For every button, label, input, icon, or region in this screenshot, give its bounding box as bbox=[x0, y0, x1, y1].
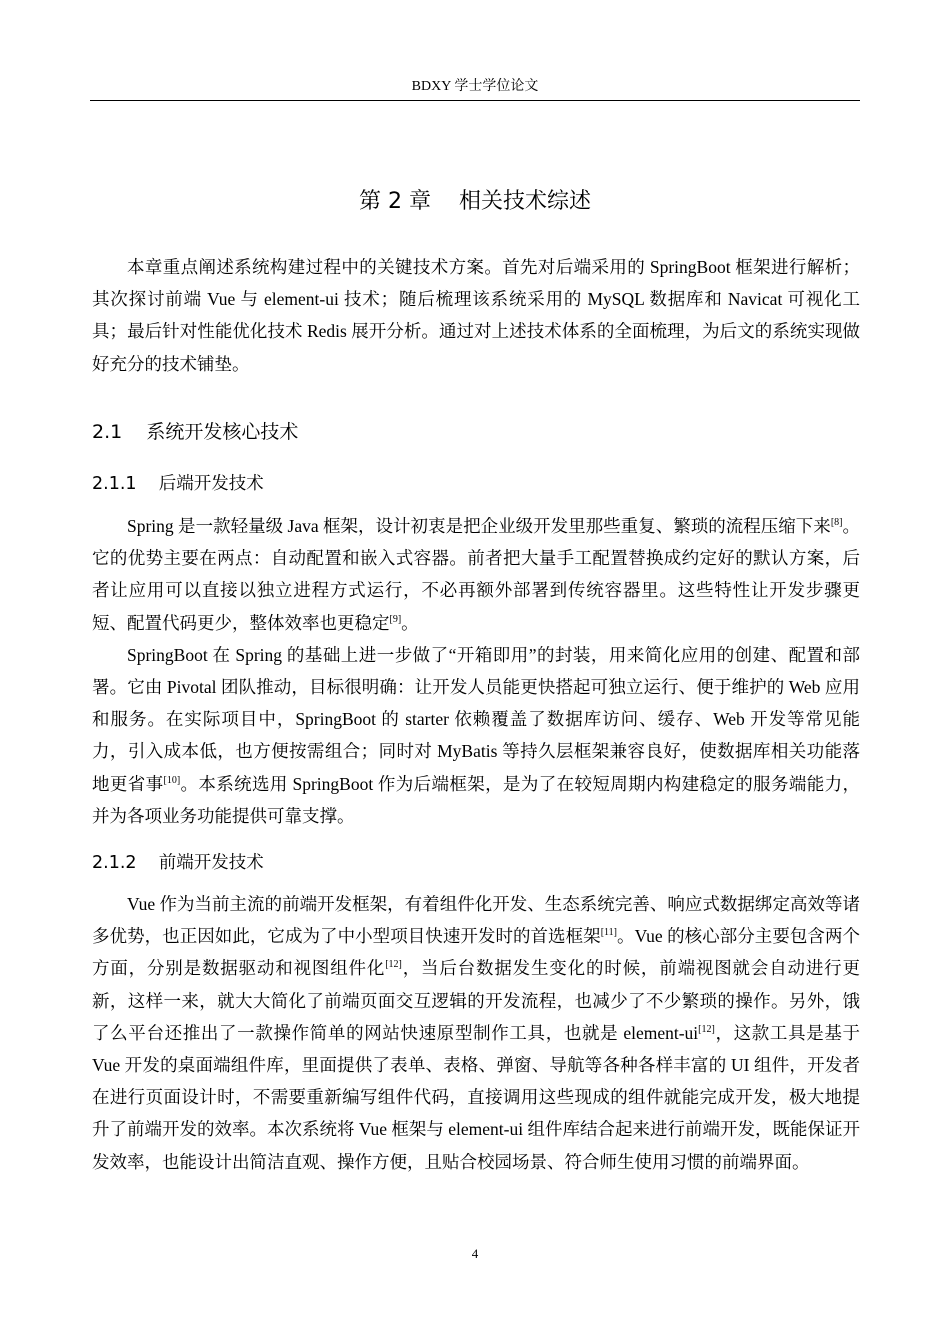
spring-text-b: 。它的优势主要在两点：自动配置和嵌入式容器。前者把大量手工配置替换成约定好的默认方案，后者让应用可以直接以独立进程方式运行，不必再额外部署到传统容器里。这些特性让开发步骤更短、配置代码更少，整体效率也更稳定 bbox=[92, 516, 861, 633]
chapter-intro bbox=[92, 251, 860, 380]
intro-paragraph: 本章重点阐述系统构建过程中的关键技术方案。首先对后端采用的 SpringBoot 框架进行解析；其次探讨前端 Vue 与 element-ui 技术；随后梳理该系统采用的 MySQL 数据库和 Navicat 可视化工具；最后针对性能优化技术 Redis 展开分析。通过对上述技术体系的全面梳理，为后文的系统实现做好充分的技术铺垫。 bbox=[92, 257, 860, 374]
citation-ref: [9] bbox=[389, 613, 402, 625]
chapter-title: 第 2 章 相关技术综述 bbox=[359, 189, 591, 214]
section-2-1-1-heading: 2.1.1 后端开发技术 bbox=[92, 474, 264, 494]
spring-text-c: 。 bbox=[401, 612, 419, 633]
spring-paragraph bbox=[92, 510, 860, 639]
spring-text-a: Spring 是一款轻量级 Java 框架，设计初衷是把企业级开发里那些重复、繁琐的流程压缩下来 bbox=[127, 516, 831, 536]
vue-paragraph bbox=[92, 888, 860, 1178]
vue-text-a: Vue 作为当前主流的前端开发框架，有着组件化开发、生态系统完善、响应式数据绑定高效等诸多优势，也正因如此，它成为了中小型项目快速开发时的首选框架 bbox=[92, 894, 860, 947]
vue-text-d: ，这款工具是基于 Vue 开发的桌面端组件库，里面提供了表单、表格、弹窗、导航等各种各样丰富的 UI 组件，开发者在进行页面设计时，不需要重新编写组件代码，直接调用这些现成的组件就能完成开发，极大地提升了前端开发的效率。本次系统将 Vue 框架与 element-ui 组件库结合起来进行前端开发，既能保证开发效率，也能设计出简洁直观、操作方便，且贴合校园场景、符合师生使用习惯的前端界面。 bbox=[92, 1022, 861, 1172]
springboot-text-a: SpringBoot 在 Spring 的基础上进一步做了“开箱即用”的封装，用来简化应用的创建、配置和部署。它由 Pivotal 团队推动，目标很明确：让开发人员能更快搭起可独立运行、便于维护的 Web 应用和服务。在实际项目中，SpringBoot 的 starter 依赖覆盖了数据库访问、缓存、Web 开发等常见能力，引入成本低，也方便按需组合；同时对 MyBatis 等持久层框架兼容良好，使数据库相关功能落地更省事 bbox=[92, 644, 860, 794]
citation-ref: [10] bbox=[163, 774, 181, 786]
springboot-text-b: 。本系统选用 SpringBoot 作为后端框架，是为了在较短周期内构建稳定的服务端能力，并为各项业务功能提供可靠支撑。 bbox=[92, 773, 860, 826]
vue-text-c: ，当后台数据发生变化的时候，前端视图就会自动进行更新，这样一来，就大大简化了前端页面交互逻辑的开发流程，也减少了不少繁琐的操作。另外，饿了么平台还推出了一款操作简单的网站快速原型制作工具，也就是 element-ui bbox=[92, 958, 861, 1043]
vue-text-b: 。Vue 的核心部分主要包含两个方面，分别是数据驱动和视图组件化 bbox=[92, 926, 860, 979]
running-header: BDXY 学士学位论文 bbox=[411, 79, 539, 94]
citation-ref: [12] bbox=[698, 1023, 715, 1035]
citation-ref: [12] bbox=[385, 959, 402, 971]
springboot-paragraph bbox=[92, 639, 860, 832]
page-number: 4 bbox=[471, 1246, 479, 1261]
citation-ref: [11] bbox=[600, 927, 617, 939]
header-rule bbox=[90, 100, 860, 101]
section-2-1-heading: 2.1 系统开发核心技术 bbox=[92, 421, 299, 443]
section-2-1-1-body bbox=[92, 510, 860, 832]
citation-ref: [8] bbox=[830, 517, 843, 528]
section-2-1-2-heading: 2.1.2 前端开发技术 bbox=[92, 853, 264, 873]
section-2-1-2-body bbox=[92, 888, 860, 1178]
